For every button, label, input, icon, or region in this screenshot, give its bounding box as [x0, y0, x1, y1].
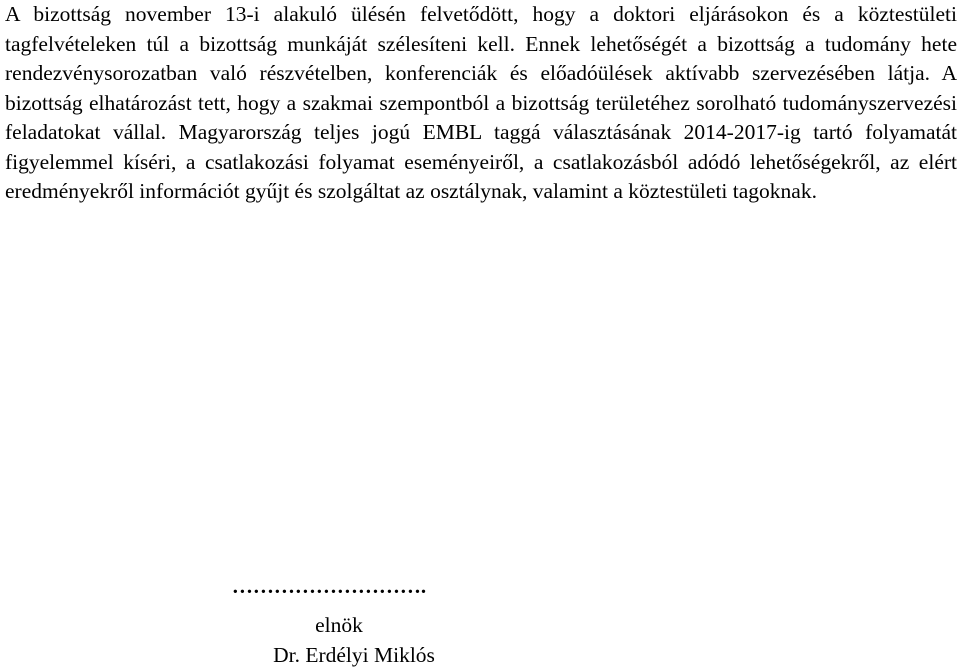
signature-name: Dr. Erdélyi Miklós: [273, 643, 435, 667]
document-page: [5, 0, 957, 667]
body-paragraph: A bizottság november 13-i alakuló ülésén felvetődött, hogy a doktori eljárásokon és a köztestületi tagfelvételeken túl a bizottság munkáját szélesíteni kell. Ennek lehetőségét a bizottság a tudomány hete rendezvénysorozatban való részvételben, konferenciák és előadóülések aktívabb szervezésében látja. A bizottság elhatározást tett, hogy a szakmai szempontból a bizottság területéhez sorolható tudományszervezési feladatokat vállal. Magyarország teljes jogú EMBL taggá választásának 2014-2017-ig tartó folyamatát figyelemmel kíséri, a csatlakozási folyamat eseményeiről, a csatlakozásból adódó lehetőségekről, az elért eredményekről információt gyűjt és szolgáltat az osztálynak, valamint a köztestületi tagoknak.: [5, 2, 957, 203]
signature-block: [165, 572, 525, 670]
signature-line: ……………………….: [231, 574, 427, 598]
signature-role: elnök: [315, 613, 363, 637]
